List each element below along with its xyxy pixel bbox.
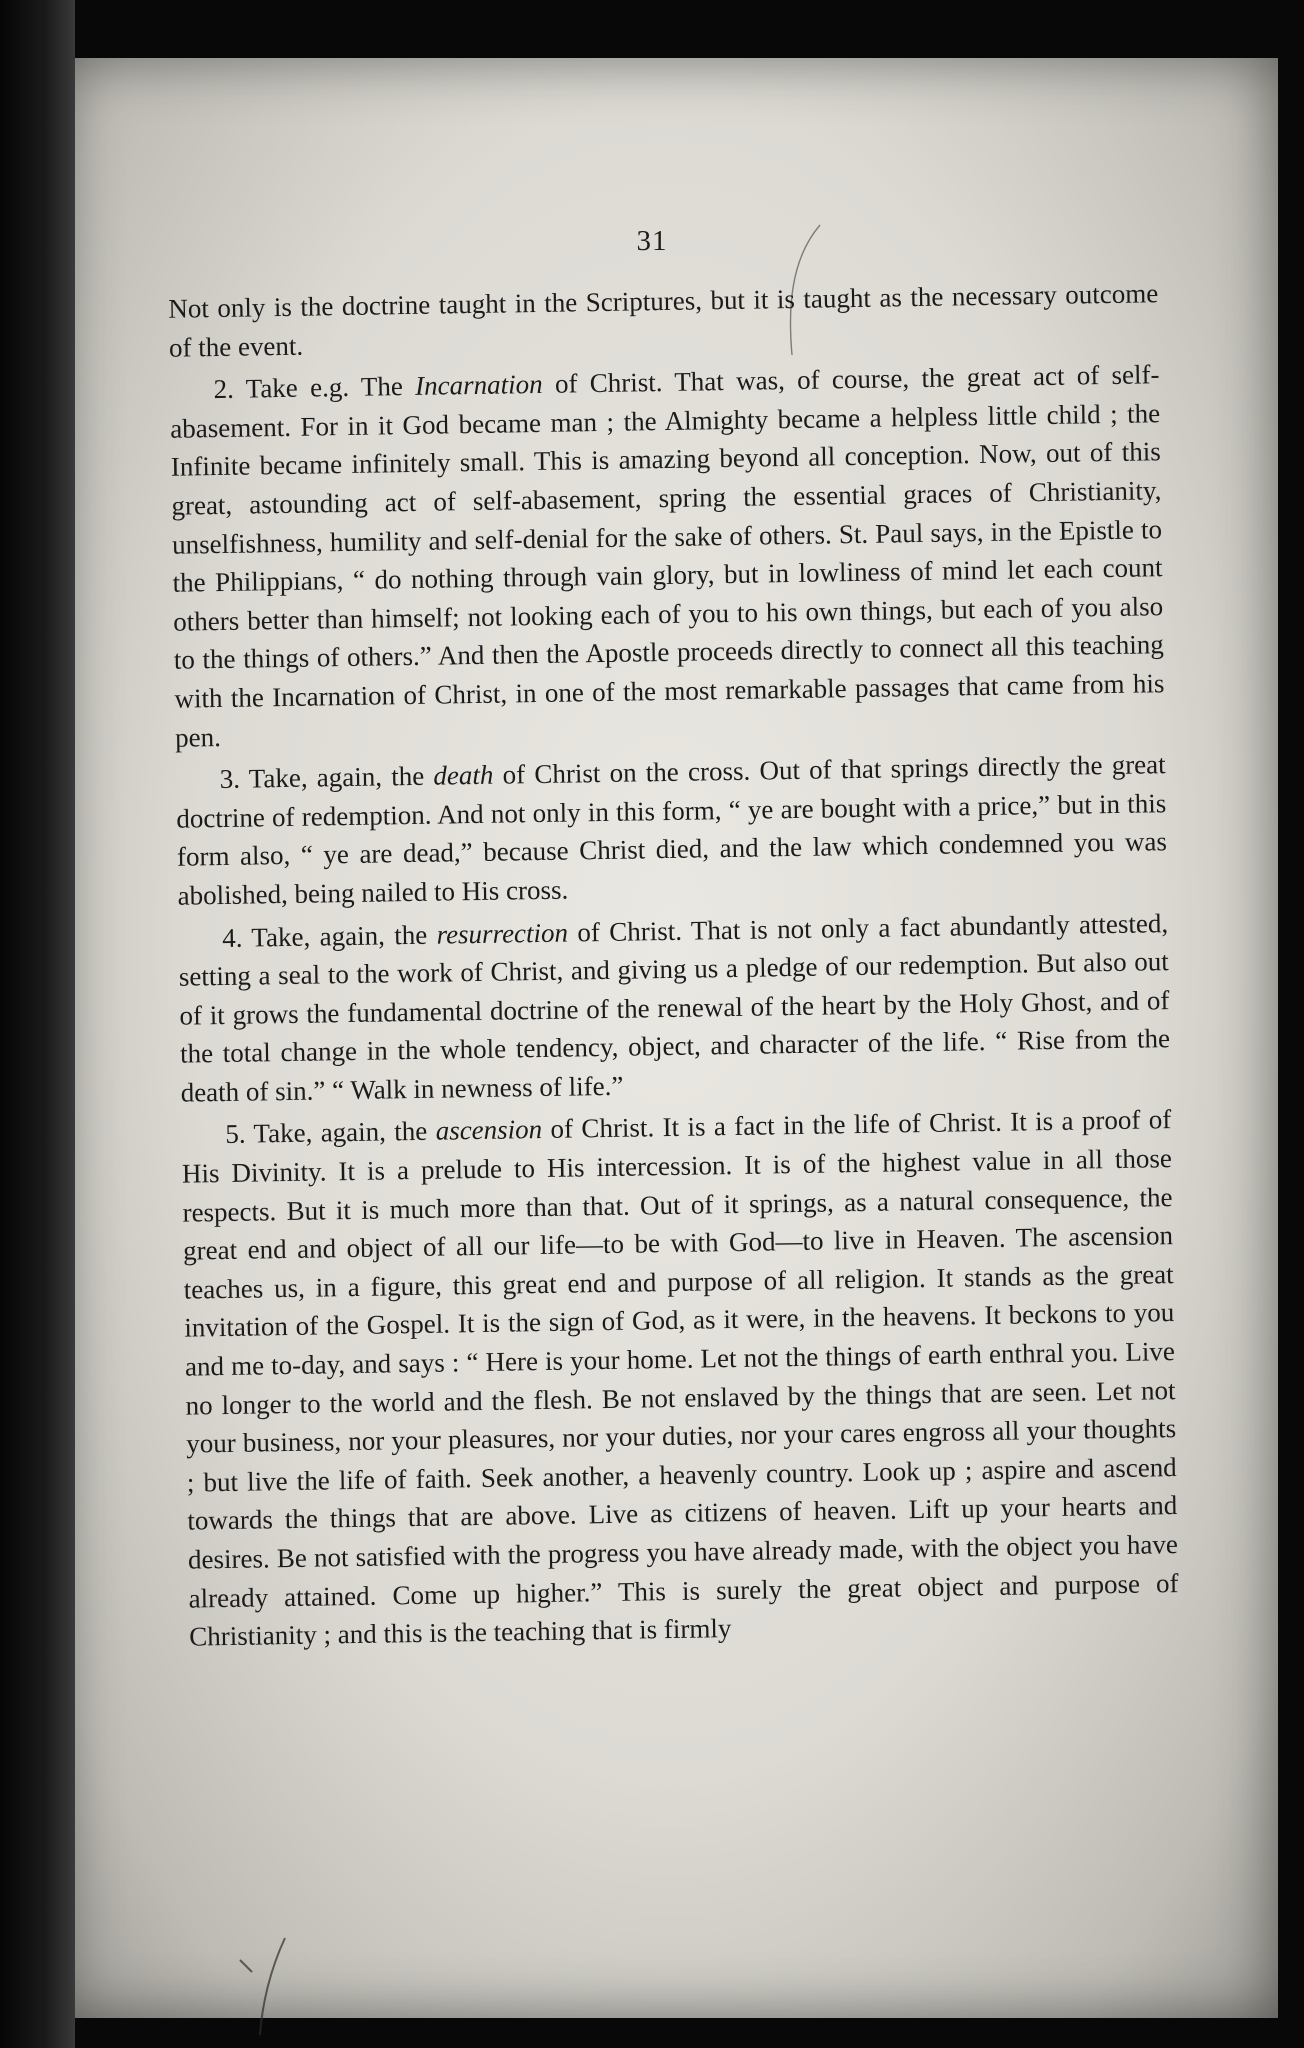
paragraph-ascension: [181, 1101, 1179, 1657]
paragraph-text: Not only is the doctrine taught in the Scriptures, but it is taught as the necessary outcome of the event.: [168, 278, 1159, 363]
paragraph-text: of Christ. That is not only a fact abundantly attested, setting a seal to the work of Christ, and giving us a pledge of our redemption. But also out of it grows the fundamental doctrine of the renewal of the heart by the Holy Ghost, and of the total change in the whole tendency, object, and character of the life. “ Rise from the death of sin.” “ Walk in newness of life.”: [178, 907, 1171, 1108]
paragraph-emphasis: death: [433, 759, 494, 791]
paragraph-text: 2. Take e.g. The: [213, 371, 416, 405]
paragraph-text: of Christ. That was, of course, the great act of self-abasement. For in it God became man ; the Almighty became a helpless little child ; the Infinite became infinitely small. This is amazing beyond all conception. Now, out of this great, astounding act of self-abasement, spring the essential graces of Christianity, unselfishness, humility and self-denial for the sake of others. St. Paul says, in the Epistle to the Philippians, “ do nothing through vain glory, but in lowliness of mind let each count others better than himself; not looking each of you to his own things, but each of you also to the things of others.” And then the Apostle proceeds directly to connect all this teaching with the Incarnation of Christ, in one of the most remarkable passages that came from his pen.: [170, 359, 1165, 753]
paragraph-resurrection: [178, 904, 1171, 1112]
paragraph-text: 4. Take, again, the: [222, 919, 437, 953]
body-text: [168, 274, 1179, 1660]
book-gutter-shadow: [0, 0, 75, 2048]
paragraph-text: of Christ on the cross. Out of that springs directly the great doctrine of redemption. And not only in this form, “ ye are bought with a price,” but in this form also, “ ye are dead,” because Christ died, and the law which condemned you was abolished, being nailed to His cross.: [176, 749, 1168, 911]
paragraph-text: of Christ. It is a fact in the life of Christ. It is a proof of His Divinity. It is a prelude to His intercession. It is of the highest value in all those respects. But it is much more than that. Out of it springs, as a natural consequence, the great end and object of all our life—to be with God—to live in Heaven. The ascension teaches us, in a figure, this great end and purpose of all religion. It stands as the great invitation of the Gospel. It is the sign of God, as it were, in the heavens. It beckons to you and me to-day, and says : “ Here is your home. Let not the things of earth enthral you. Live no longer to the world and the flesh. Be not enslaved by the things that are seen. Let not your business, nor your pleasures, nor your duties, nor your cares engross all your thoughts ; but live the life of faith. Seek another, a heavenly country. Look up ; aspire and ascend towards the things that are above. Live as citizens of heaven. Lift up your hearts and desires. Be not satisfied with the progress you have already made, with the object you have already attained. Come up higher.” This is surely the great object and purpose of Christianity ; and this is the teaching that is firmly: [181, 1104, 1179, 1652]
paragraph-text: 3. Take, again, the: [219, 760, 434, 795]
paragraph-death: [175, 745, 1167, 915]
paragraph-emphasis: resurrection: [436, 917, 569, 950]
paragraph-emphasis: Incarnation: [414, 369, 543, 402]
page-number: 31: [636, 225, 668, 257]
paragraph-intro: [168, 274, 1159, 367]
paragraph-incarnation: [169, 355, 1165, 756]
paragraph-text: 5. Take, again, the: [225, 1116, 436, 1150]
pencil-mark-bottom: [230, 1930, 320, 2040]
paragraph-emphasis: ascension: [435, 1114, 543, 1147]
